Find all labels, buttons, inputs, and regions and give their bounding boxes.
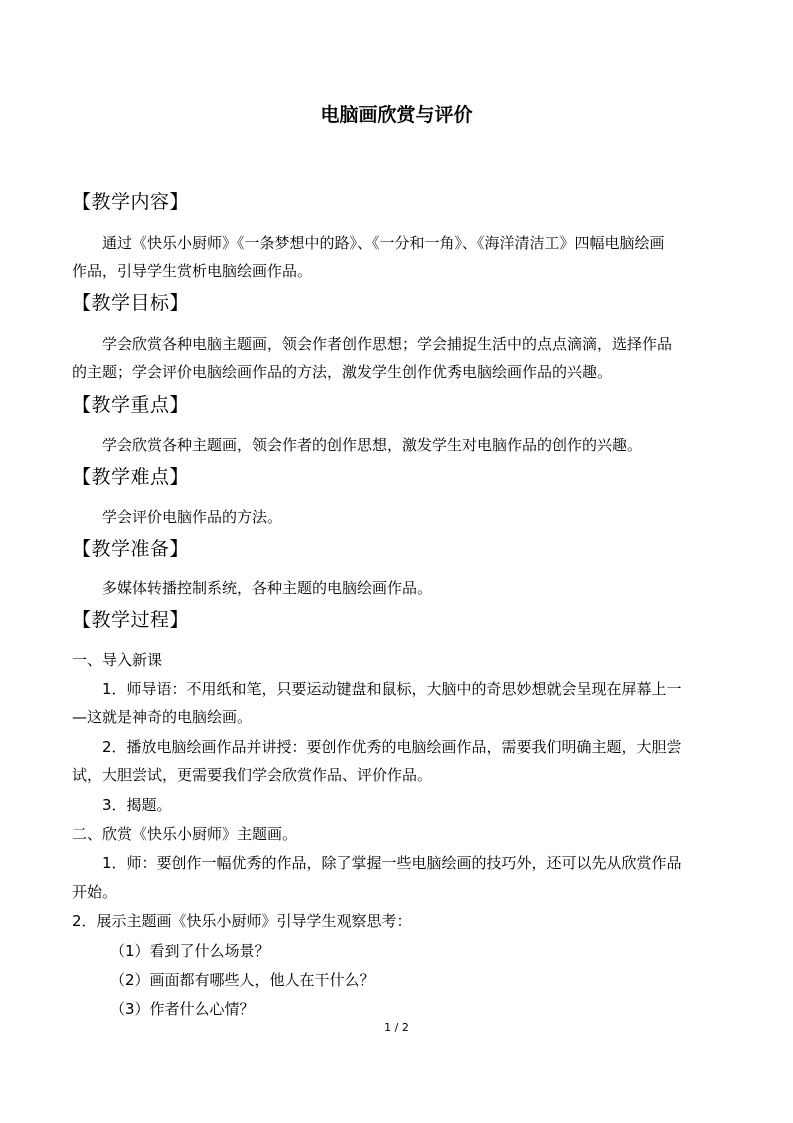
section-heading-preparation: 【教学准备】 xyxy=(72,538,190,560)
paragraph-line: 学会欣赏各种主题画，领会作者的创作思想，激发学生对电脑作品的创作的兴趣。 xyxy=(102,436,643,454)
paragraph-line: 作品，引导学生赏析电脑绘画作品。 xyxy=(72,262,313,280)
process-step: 一、导入新课 xyxy=(72,651,163,669)
document-title: 电脑画欣赏与评价 xyxy=(320,104,473,126)
process-step: 3．揭题。 xyxy=(102,796,172,814)
section-heading-process: 【教学过程】 xyxy=(72,609,190,631)
process-step: 试，大胆尝试，更需要我们学会欣赏作品、评价作品。 xyxy=(72,766,433,784)
process-question: （2）画面都有哪些人，他人在干什么？ xyxy=(110,971,375,989)
process-step: 2．播放电脑绘画作品并讲授：要创作优秀的电脑绘画作品，需要我们明确主题，大胆尝 xyxy=(102,738,682,756)
section-heading-content: 【教学内容】 xyxy=(72,191,190,213)
paragraph-line: 学会评价电脑作品的方法。 xyxy=(102,508,283,526)
paragraph-line: 学会欣赏各种电脑主题画，领会作者创作思想；学会捕捉生活中的点点滴滴，选择作品 xyxy=(102,335,673,353)
paragraph-line: 的主题；学会评价电脑绘画作品的方法，激发学生创作优秀电脑绘画作品的兴趣。 xyxy=(72,363,613,381)
process-question: （1）看到了什么场景？ xyxy=(110,942,270,960)
process-step: 1．师：要创作一幅优秀的作品，除了掌握一些电脑绘画的技巧外，还可以先从欣赏作品 xyxy=(102,854,682,872)
process-step: 2．展示主题画《快乐小厨师》引导学生观察思考： xyxy=(72,912,412,930)
section-heading-goals: 【教学目标】 xyxy=(72,292,190,314)
process-step: —这就是神奇的电脑绘画。 xyxy=(72,708,253,726)
process-step: 二、欣赏《快乐小厨师》主题画。 xyxy=(72,825,298,843)
paragraph-line: 通过《快乐小厨师》《一条梦想中的路》、《一分和一角》、《海洋清洁工》四幅电脑绘画 xyxy=(102,234,665,252)
section-heading-difficulties: 【教学难点】 xyxy=(72,466,190,488)
process-step: 开始。 xyxy=(72,883,118,901)
process-step: 1．师导语：不用纸和笔，只要运动键盘和鼠标，大脑中的奇思妙想就会呈现在屏幕上一 xyxy=(102,680,682,698)
process-question: （3）作者什么心情？ xyxy=(110,1000,255,1018)
section-heading-key-points: 【教学重点】 xyxy=(72,394,190,416)
page-number: 1 / 2 xyxy=(384,1021,409,1034)
paragraph-line: 多媒体转播控制系统，各种主题的电脑绘画作品。 xyxy=(102,579,433,597)
